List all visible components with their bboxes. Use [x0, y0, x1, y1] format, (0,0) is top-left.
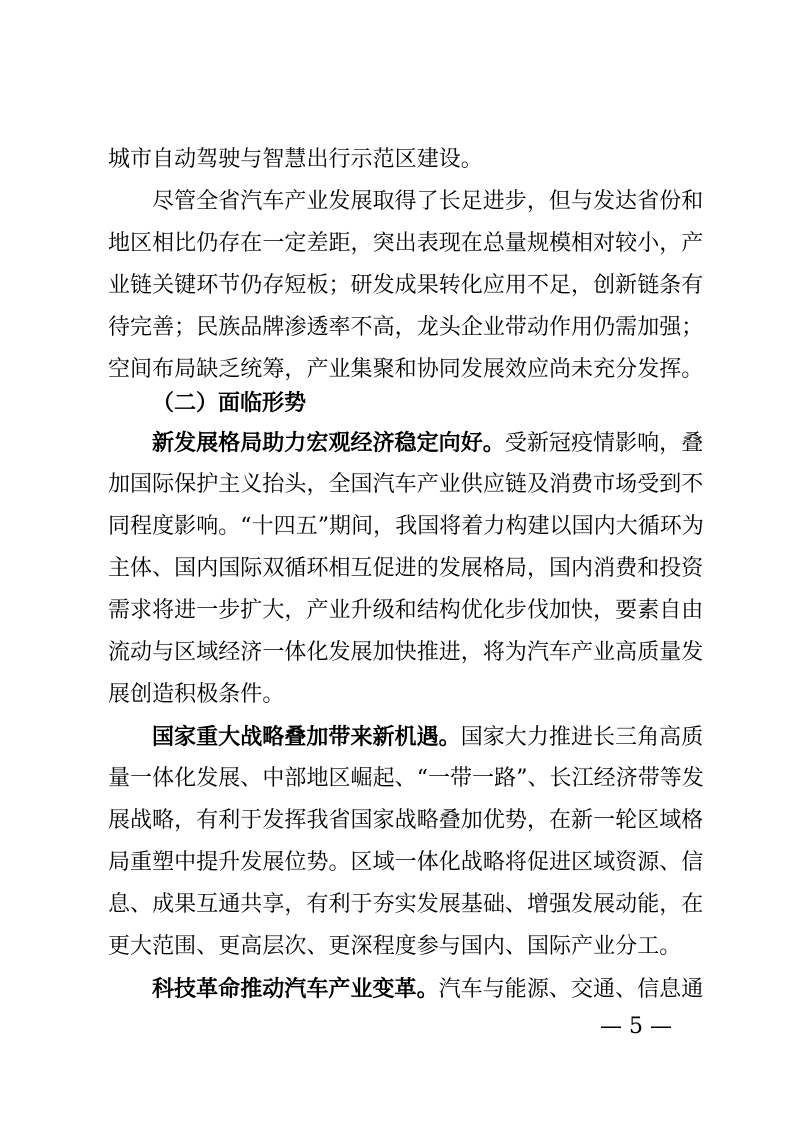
paragraph-line: 加国际保护主义抬头，全国汽车产业供应链及消费市场受到不: [108, 472, 704, 497]
paragraph-line: 地区相比仍存在一定差距，突出表现在总量规模相对较小，产: [108, 231, 704, 256]
paragraph-lead: 新发展格局助力宏观经济稳定向好。: [152, 430, 505, 456]
paragraph-line: 业链关键环节仍存短板；研发成果转化应用不足，创新链条有: [108, 273, 704, 298]
page-number: — 5 —: [600, 1014, 672, 1039]
paragraph-lead: 国家重大战略叠加带来新机遇。: [152, 724, 461, 750]
paragraph-line: 需求将进一步扩大，产业升级和结构优化步伐加快，要素自由: [108, 598, 704, 623]
paragraph-line: 量一体化发展、中部地区崛起、“一带一路”、长江经济带等发: [108, 766, 704, 791]
paragraph-line: 展战略，有利于发挥我省国家战略叠加优势，在新一轮区域格: [108, 808, 704, 833]
section-heading: （二）面临形势: [152, 390, 307, 416]
paragraph-line: 流动与区域经济一体化发展加快推进，将为汽车产业高质量发: [108, 640, 704, 665]
paragraph-text: 国家大力推进长三角高质: [460, 725, 704, 750]
paragraph-line: 待完善；民族品牌渗透率不高，龙头企业带动作用仍需加强；: [108, 315, 704, 340]
paragraph-line: [152, 974, 704, 1005]
paragraph-line: 主体、国内国际双循环相互促进的发展格局，国内消费和投资: [108, 556, 704, 581]
paragraph-line: 更大范围、更高层次、更深程度参与国内、国际产业分工。: [108, 934, 682, 959]
paragraph-text: 受新冠疫情影响，叠: [504, 431, 704, 456]
paragraph-line: 空间布局缺乏统筹，产业集聚和协同发展效应尚未充分发挥。: [108, 357, 704, 382]
paragraph-line: [152, 722, 704, 753]
paragraph-lead: 科技革命推动汽车产业变革。: [152, 976, 439, 1002]
paragraph-line: 同程度影响。“十四五”期间，我国将着力构建以国内大循环为: [108, 514, 704, 539]
paragraph-line: 息、成果互通共享，有利于夯实发展基础、增强发展动能，在: [108, 892, 704, 917]
paragraph-line: [152, 428, 704, 459]
paragraph-line: 城市自动驾驶与智慧出行示范区建设。: [108, 147, 483, 172]
paragraph-text: 汽车与能源、交通、信息通: [438, 977, 704, 1002]
paragraph-line: 展创造积极条件。: [108, 682, 285, 707]
paragraph-line: 尽管全省汽车产业发展取得了长足进步，但与发达省份和: [152, 189, 704, 214]
paragraph-line: 局重塑中提升发展位势。区域一体化战略将促进区域资源、信: [108, 850, 704, 875]
